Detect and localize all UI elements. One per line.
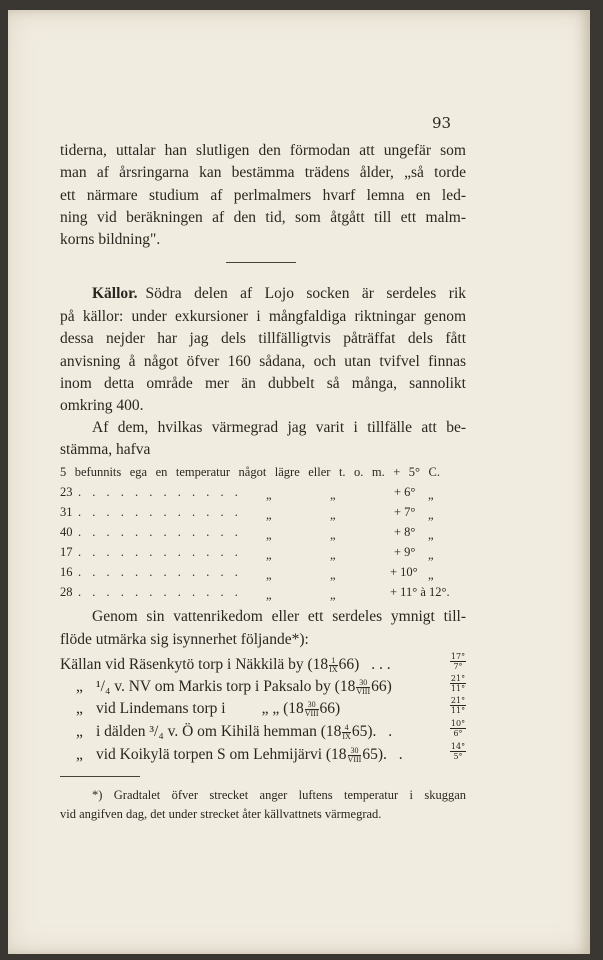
table-row-count: 23 [60,485,73,499]
table-row-count: 31 [60,505,73,519]
table-row-ditto: „ [428,528,434,542]
table-row-ditto: „ [428,508,434,522]
table-row-count: 17 [60,545,73,559]
table-row-temp: + 11° à 12°. [390,585,450,599]
table-row-dots: . . . . . . . . . . . . [78,565,242,579]
spring-entry: Källan vid Räsenkytö torp i Näkkilä by (18 $\frac{1}{IX}$ 66) . . . [60,655,391,674]
spring-temperature: 21° 11° [450,696,466,715]
page-number: 93 [432,114,452,132]
table-row-dots: . . . . . . . . . . . . [78,545,242,559]
table-row-temp: + 10° [390,565,418,579]
table-row-temp: + 9° [394,545,416,559]
table-row-dots: . . . . . . . . . . . . [78,485,242,499]
spring-temperature: 10° 6° [450,719,466,738]
para2-line-5: inom detta område mer än dubbelt så många, sannolikt [60,375,466,392]
table-row-dots: . . . . . . . . . . . . [78,525,242,539]
table-row-temp: + 6° [394,485,416,499]
spring-entry: „ vid Koikylä torpen S om Lehmijärvi (18 $\frac{30}{\text{VIII}}$ 65). . [76,745,403,764]
para1-line-2: man af årsringarna kan bestämma trädens ålder, „så torde [60,164,466,181]
table-row-ditto: „ [428,488,434,502]
para3-line-1: Af dem, hvilkas värmegrad jag varit i tillfälle att be- [92,419,466,436]
table-row-ditto: „ [266,588,272,602]
spring-entry: „ ¹/₄ v. NV om Markis torp i Paksalo by (18 $\frac{30}{\text{VIII}}$ 66) [76,677,392,696]
table-row-ditto: „ [330,588,336,602]
para1-line-4: ning vid beräkningen af den tid, som åtgått till ett malm- [60,209,466,226]
para2-line-6: omkring 400. [60,397,144,414]
table-row-count: 28 [60,585,73,599]
spring-temperature: 17° 7° [450,652,466,671]
table-row-count: 40 [60,525,73,539]
para1-line-1: tiderna, uttalar han slutligen den förmodan att ungefär som [60,142,466,159]
table-row-ditto: „ [330,548,336,562]
spring-temperature: 14° 5° [450,742,466,761]
para4-line-2: flöde utmärka sig isynnerhet följande*): [60,631,309,648]
table-row-dots: . . . . . . . . . . . . [78,505,242,519]
table-row-ditto: „ [266,548,272,562]
table-row-ditto: „ [266,488,272,502]
table-row-ditto: „ [330,488,336,502]
para1-line-5: korns bildning". [60,231,161,248]
spring-entry: „ i dälden ³/₄ v. Ö om Kihilä hemman (18 $\frac{4}{IX}$ 65). . [76,722,393,741]
para2-line-1: Källor. Södra delen af Lojo socken är serdeles rik [92,285,466,302]
section-heading: Källor. [92,285,138,302]
table-row-count: 16 [60,565,73,579]
para2-line-4: anvisning å något öfver 160 sådana, och utan tvifvel finnas [60,353,466,370]
table-row-ditto: „ [330,568,336,582]
table-row-ditto: „ [330,528,336,542]
section-divider [226,262,296,263]
footnote-line-2: vid angifven dag, det under strecket åter källvattnets värmegrad. [60,807,382,821]
table-row-temp: + 7° [394,505,416,519]
table-row-ditto: „ [266,528,272,542]
para2-line-3: dessa nejder har jag dels tillfälligtvis påträffat dels fått [60,330,466,347]
para4-line-1: Genom sin vattenrikedom eller ett serdeles ymnigt till- [92,608,466,625]
table-intro: 5 befunnits ega en temperatur något lägre eller t. o. m. + 5° C. [60,465,440,479]
footnote-line-1: *) Gradtalet öfver strecket anger luftens temperatur i skuggan [92,788,466,802]
spring-temperature: 21° 11° [450,674,466,693]
table-row-ditto: „ [428,548,434,562]
para2-line-2: på källor: under exkursioner i mångfaldiga riktningar genom [60,308,466,325]
footnote-divider [60,776,140,777]
table-row-ditto: „ [428,568,434,582]
para1-line-3: ett närmare studium af perlmalmers hvarf lemna en led- [60,187,466,204]
book-page [8,10,590,954]
table-row-temp: + 8° [394,525,416,539]
table-row-dots: . . . . . . . . . . . . [78,585,242,599]
table-row-ditto: „ [266,568,272,582]
spring-entry: „ vid Lindemans torp i „ „ (18 $\frac{30}{\text{VIII}}$ 66) [76,699,341,718]
table-row-ditto: „ [330,508,336,522]
table-row-ditto: „ [266,508,272,522]
para3-line-2: stämma, hafva [60,441,151,458]
